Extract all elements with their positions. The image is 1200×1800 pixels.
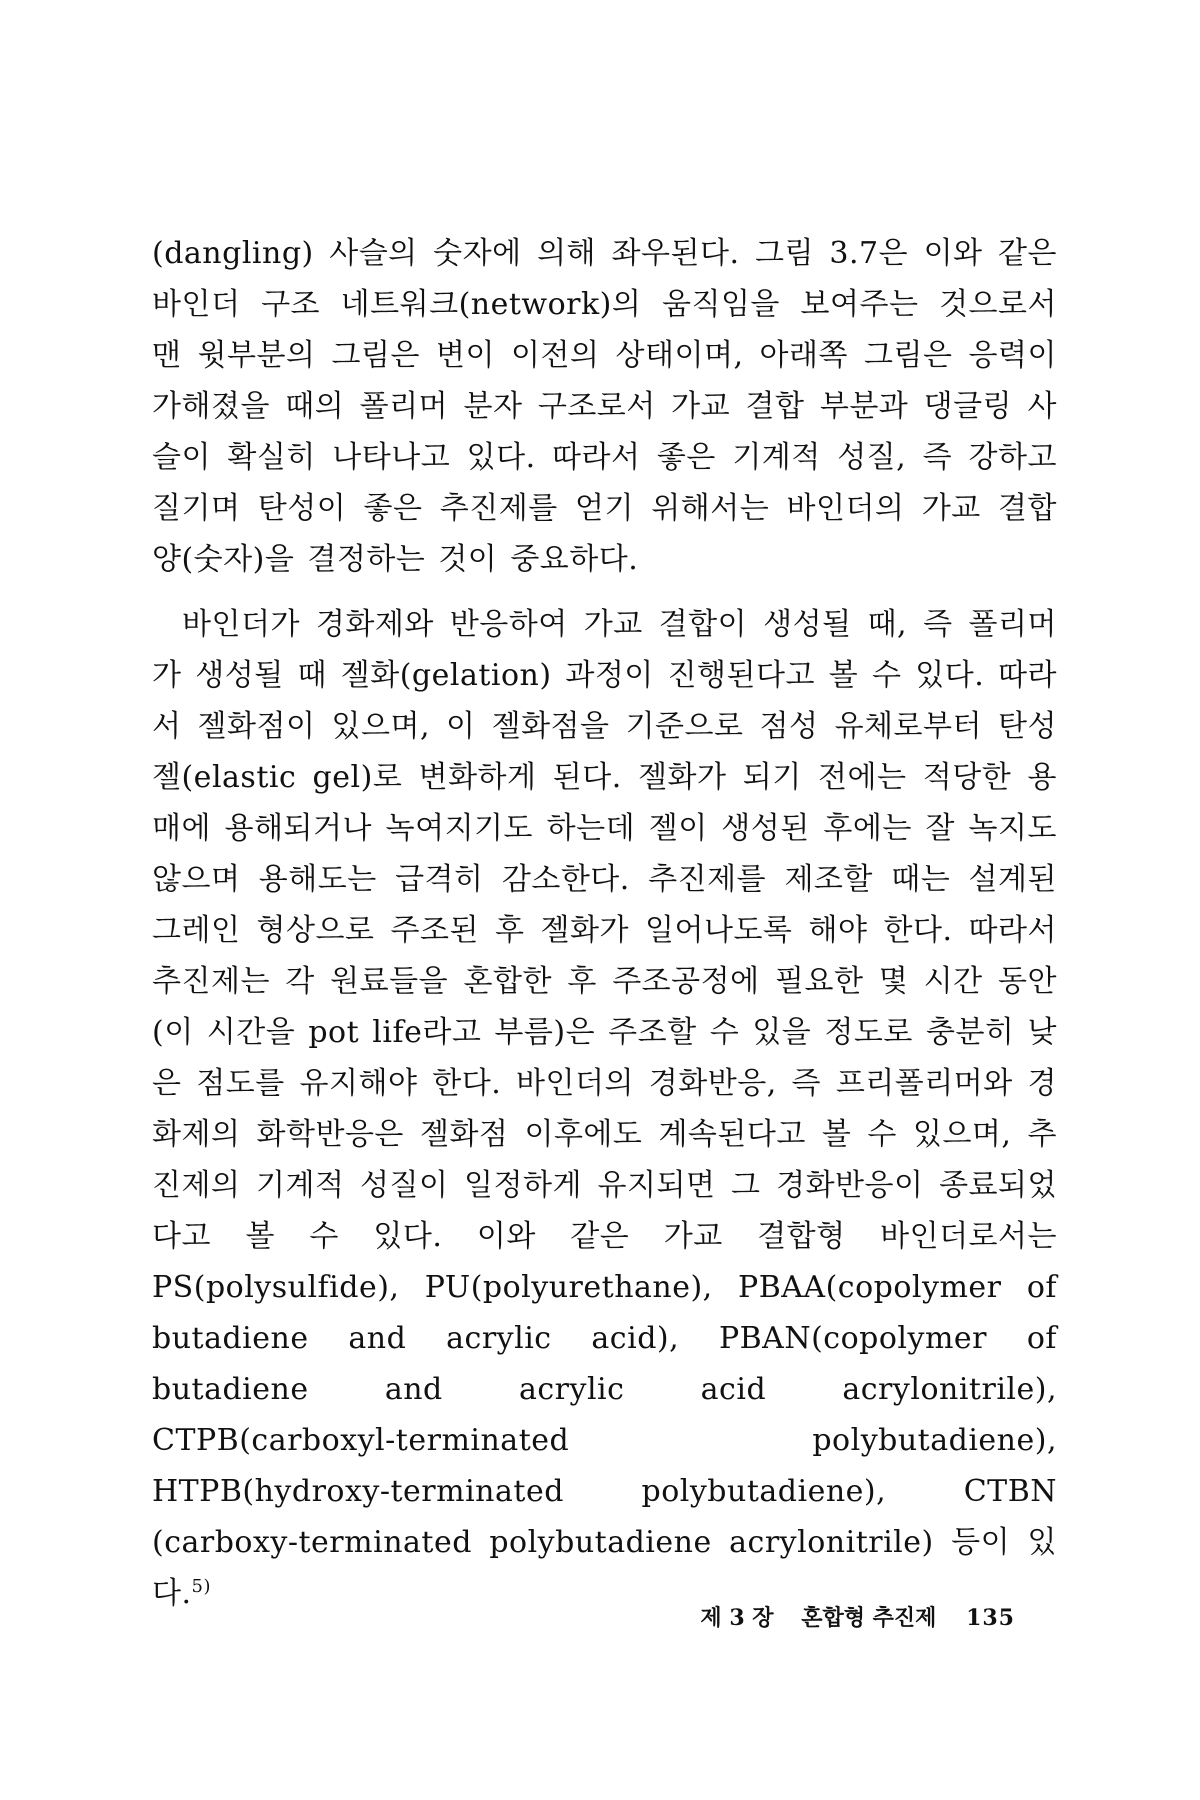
running-footer	[700, 1601, 1015, 1632]
paragraph-2	[152, 599, 1057, 1619]
chapter-title: 혼합형 추진제	[801, 1605, 937, 1631]
paragraph-2-text: 바인더가 경화제와 반응하여 가교 결합이 생성될 때, 즉 폴리머가 생성될 때 젤화(gelation) 과정이 진행된다고 볼 수 있다. 따라서 젤화점이 있으며, 이 젤화점을 기준으로 점성 유체로부터 탄성 젤(elastic gel)로 변화하게 된다. 젤화가 되기 전에는 적당한 용매에 용해되거나 녹여지기도 하는데 젤이 생성된 후에는 잘 녹지도 않으며 용해도는 급격히 감소한다. 추진제를 제조할 때는 설계된 그레인 형상으로 주조된 후 젤화가 일어나도록 해야 한다. 따라서 추진제는 각 원료들을 혼합한 후 주조공정에 필요한 몇 시간 동안(이 시간을 pot life라고 부름)은 주조할 수 있을 정도로 충분히 낮은 점도를 유지해야 한다. 바인더의 경화반응, 즉 프리폴리머와 경화제의 화학반응은 젤화점 이후에도 계속된다고 볼 수 있으며, 추진제의 기계적 성질이 일정하게 유지되면 그 경화반응이 종료되었다고 볼 수 있다. 이와 같은 가교 결합형 바인더로서는 PS(polysulfide), PU(polyurethane), PBAA(copolymer of butadiene and acrylic acid), PBAN(copolymer of butadiene and acrylic acid acrylonitrile), CTPB(carboxyl-terminated polybutadiene), HTPB(hydroxy-terminated polybutadiene), CTBN (carboxy-terminated polybutadiene acrylonitrile) 등이 있다.	[152, 607, 1057, 1611]
paragraph-1: (dangling) 사슬의 숫자에 의해 좌우된다. 그림 3.7은 이와 같은 바인더 구조 네트워크(network)의 움직임을 보여주는 것으로서 맨 윗부분의 그림은 변이 이전의 상태이며, 아래쪽 그림은 응력이 가해졌을 때의 폴리머 분자 구조로서 가교 결합 부분과 댕글링 사슬이 확실히 나타나고 있다. 따라서 좋은 기계적 성질, 즉 강하고 질기며 탄성이 좋은 추진제를 얻기 위해서는 바인더의 가교 결합 양(숫자)을 결정하는 것이 중요하다.	[152, 236, 1057, 577]
body-text	[152, 228, 1057, 1619]
chapter-label: 제 3 장	[700, 1605, 774, 1631]
footnote-reference: 5)	[191, 1576, 212, 1597]
page-number: 135	[966, 1605, 1015, 1631]
